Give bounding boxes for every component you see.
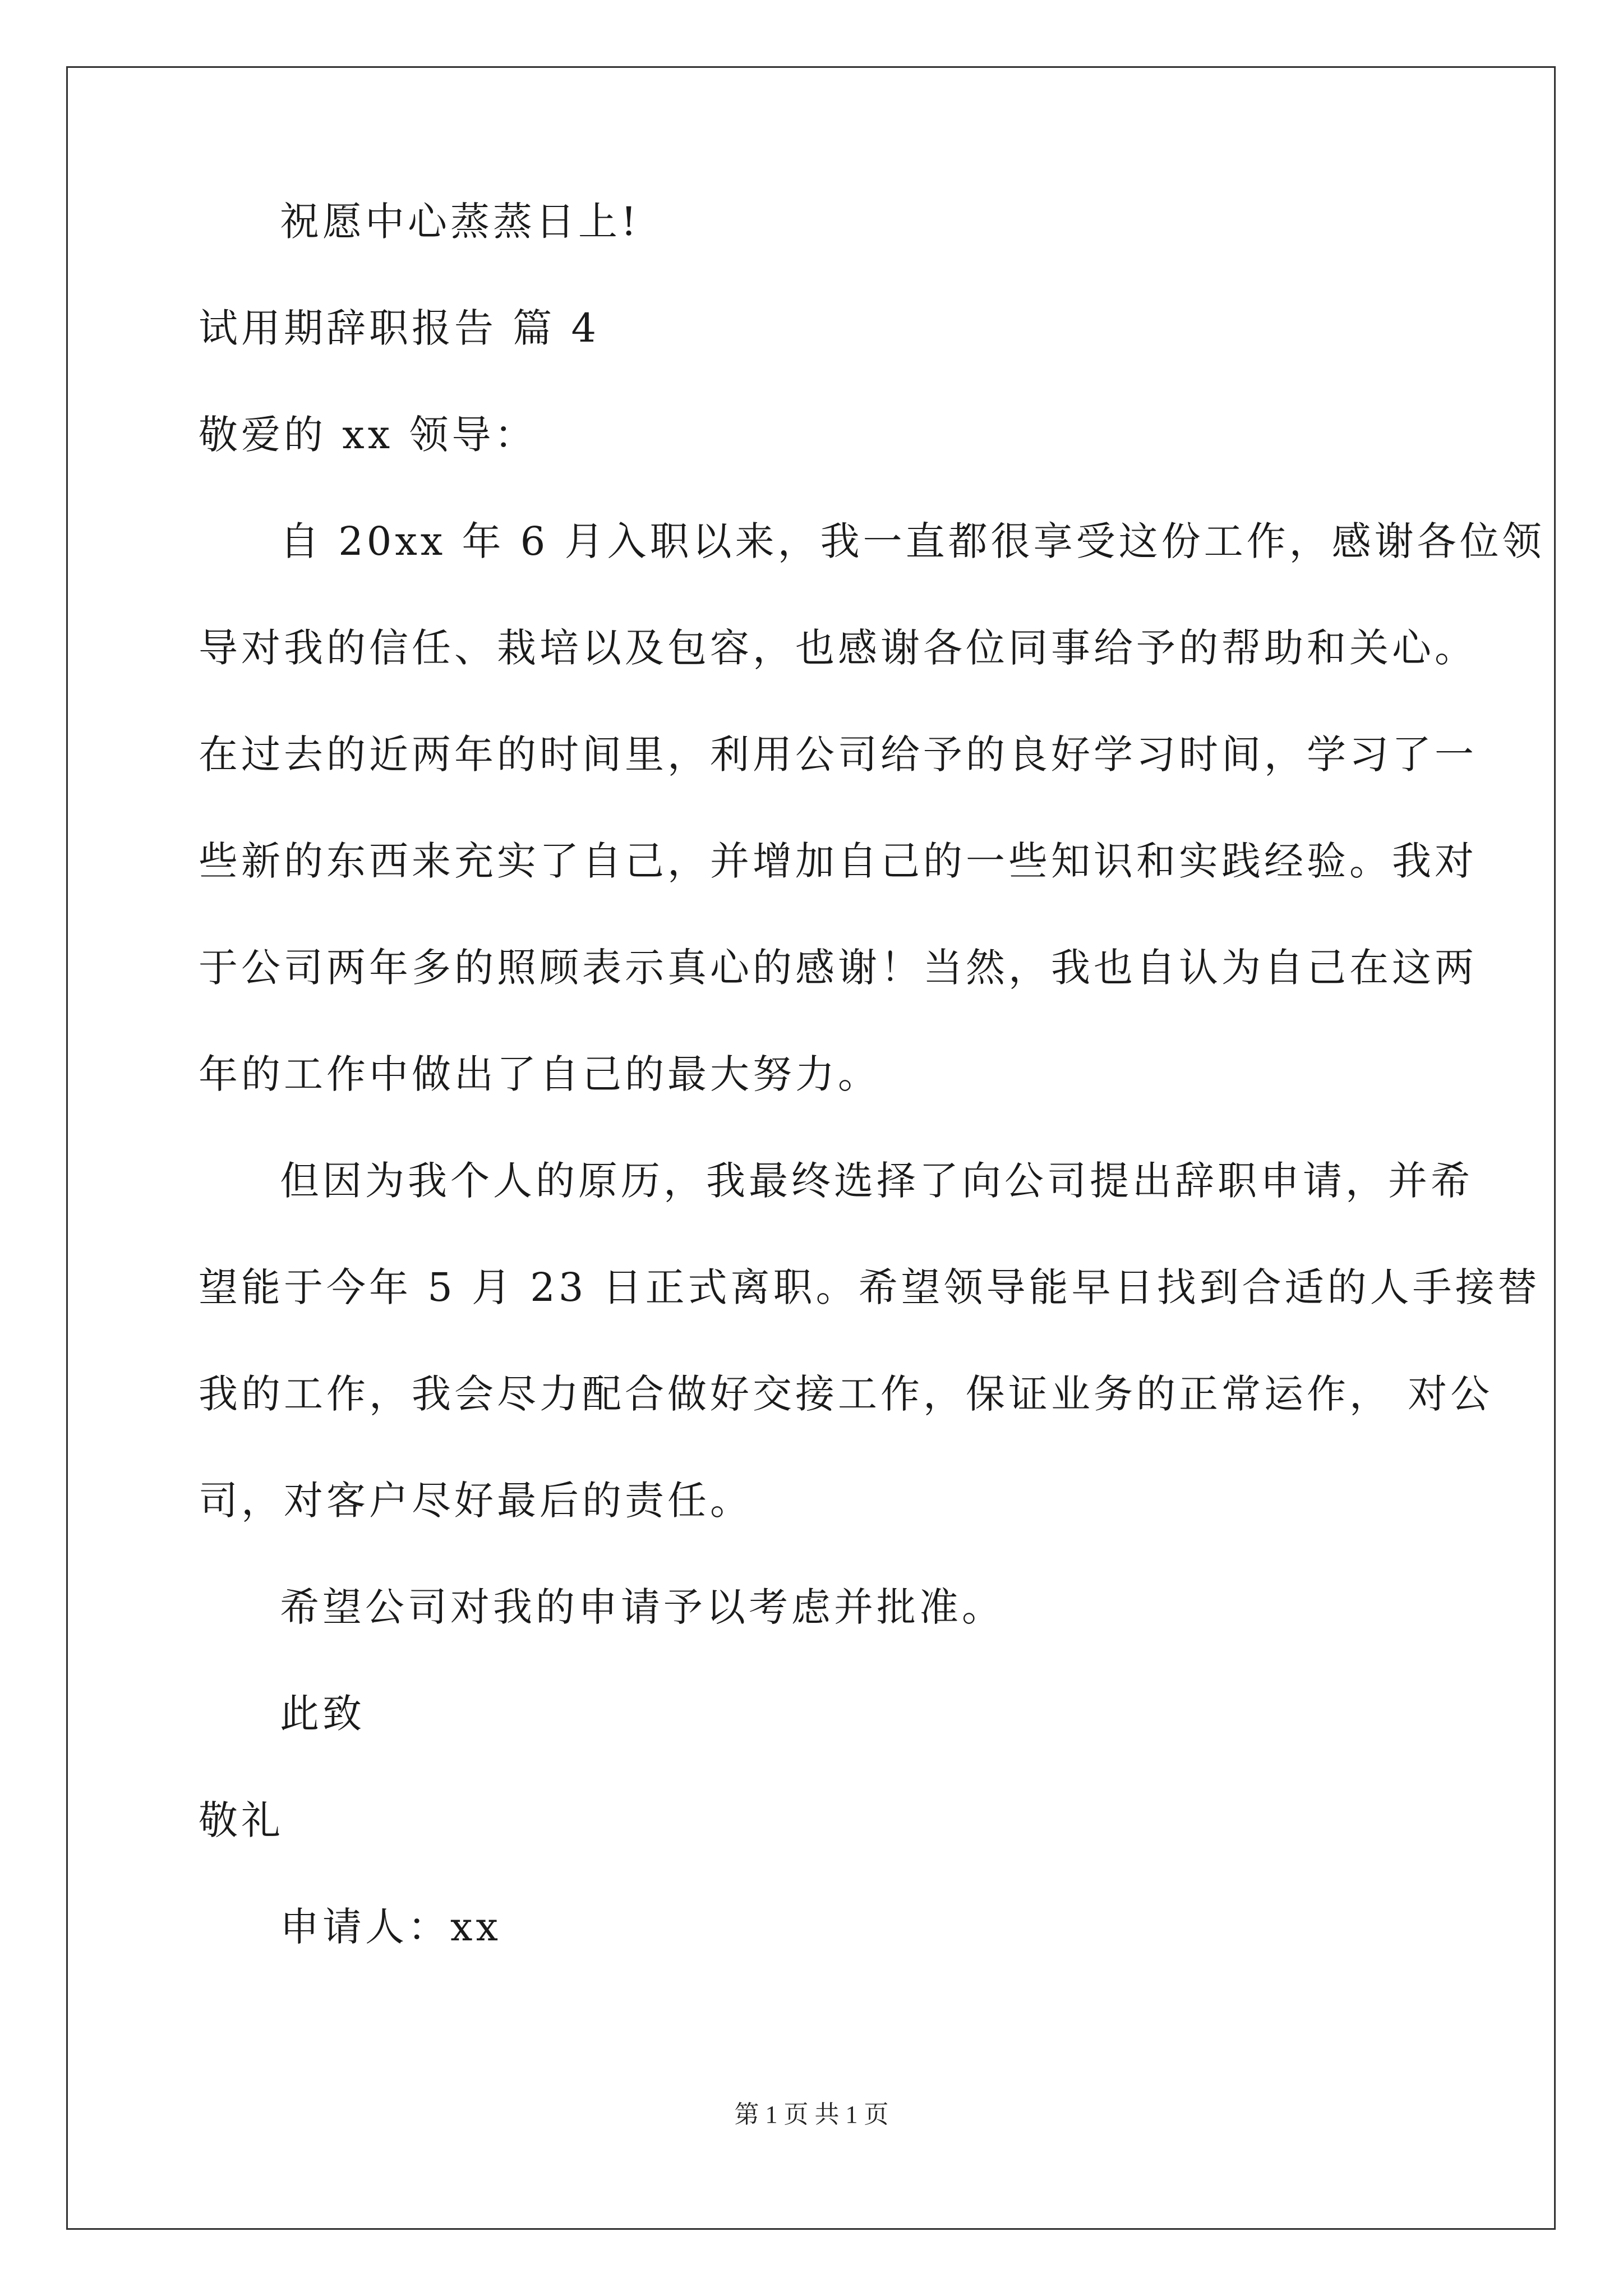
request-approval: 希望公司对我的申请予以考虑并批准。 <box>280 1584 1004 1630</box>
closing-jingli: 敬礼 <box>199 1797 284 1843</box>
paragraph-1-line-2: 导对我的信任、栽培以及包容，也感谢各位同事给予的帮助和关心。 <box>199 625 1477 671</box>
paragraph-1-line-4: 些新的东西来充实了自己，并增加自己的一些知识和实践经验。我对 <box>199 838 1477 884</box>
closing-cizhi: 此致 <box>280 1691 365 1737</box>
paragraph-2-line-3: 我的工作，我会尽力配合做好交接工作，保证业务的正常运作， 对公 <box>199 1371 1493 1417</box>
paragraph-2-line-4: 司，对客户尽好最后的责任。 <box>199 1478 753 1524</box>
paragraph-2-line-1: 但因为我个人的原历，我最终选择了向公司提出辞职申请，并希 <box>280 1158 1473 1204</box>
page-footer: 第 1 页 共 1 页 <box>734 2101 889 2128</box>
section-title: 试用期辞职报告 篇 4 <box>199 305 600 351</box>
salutation: 敬爱的 xx 领导： <box>199 412 537 458</box>
closing-wish: 祝愿中心蒸蒸日上! <box>280 199 640 245</box>
applicant-signature: 申请人：xx <box>280 1904 501 1950</box>
paragraph-1-line-1: 自 20xx 年 6 月入职以来，我一直都很享受这份工作，感谢各位领 <box>280 518 1545 564</box>
paragraph-1-line-5: 于公司两年多的照顾表示真心的感谢！当然，我也自认为自己在这两 <box>199 945 1477 991</box>
paragraph-1-line-6: 年的工作中做出了自己的最大努力。 <box>199 1051 880 1097</box>
paragraph-2-line-2: 望能于今年 5 月 23 日正式离职。希望领导能早日找到合适的人手接替 <box>199 1264 1541 1310</box>
paragraph-1-line-3: 在过去的近两年的时间里，利用公司给予的良好学习时间，学习了一 <box>199 731 1477 777</box>
